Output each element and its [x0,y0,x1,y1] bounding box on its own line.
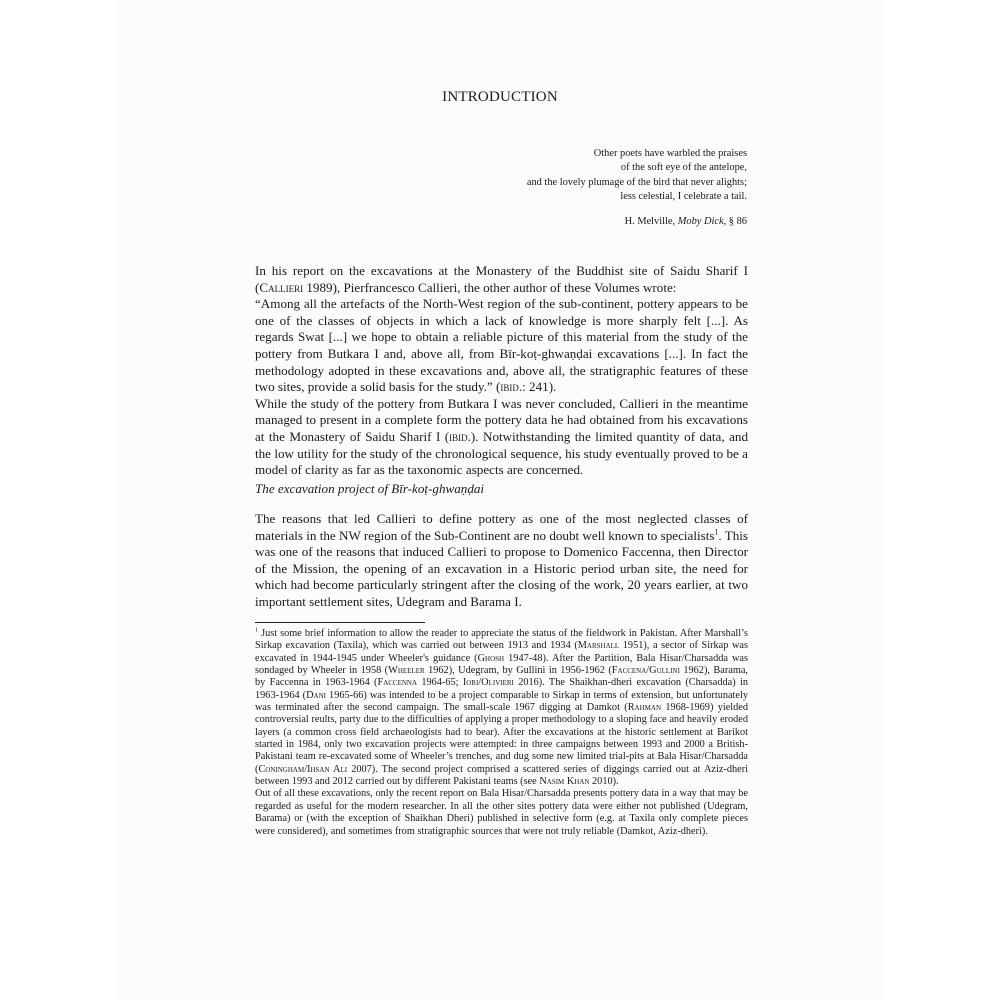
footnote [255,628,748,838]
text-run: 1962), Udegram, by Gullini in 1956-1962 ( [424,665,612,677]
text-run: While the study of the pottery from Butkara I was never concluded, Callieri in the meantime managed to present in a complete form the pottery data he had obtained from his excavations at the Monastery of Saidu Sharif I ( [255,395,748,444]
text-run: : 241). [522,379,557,395]
chapter-title-initial: I [442,89,448,105]
text-run: 1964-65; [417,677,463,689]
epigraph-line: of the soft eye of the antelope, [620,162,747,174]
epigraph-line: less celestial, I celebrate a tail. [620,190,747,202]
intro-paragraph [255,263,748,479]
citation-author: Wheeler [388,665,425,677]
text-run: 2016). The Shaikhan-dheri excavation (Charsadda) in 1963-1964 ( [255,677,748,701]
citation-author: Iori/Olivieri [462,677,514,689]
section-heading: The excavation project of Bīr-koṭ-ghwaṇḍai [255,481,485,496]
quotation [255,296,748,396]
text-run: The reasons that led Callieri to define pottery as one of the most neglected classes of materials in the NW region of the Sub-Continent are no doubt well known to specialists [255,511,748,543]
citation-author: Rahman [627,702,662,714]
epigraph [527,147,747,229]
epigraph-line: Other poets have warbled the praises [593,148,747,159]
footnote-paragraph [255,628,748,788]
footnote-number: 1 [255,626,259,634]
citation-ibid: ibid. [500,379,523,395]
citation-author: Ghosh [477,652,505,664]
text-run: 1947-48). After the Partition, Bala Hisar/Charsadda was sondaged by Wheeler in 1958 ( [255,652,748,677]
citation-author: Faccenna [377,677,418,689]
text-run: 1968-1969) yielded controversial reults, party due to the difficulties of applying a proper methodology to a sloping face and heavily eroded layers (a common cross field archaeologists had to bear). After the excavations at the historic settlement at Barikot started in 1984, only two excavation projects were attempted: in three campaigns between 1993 and 2000 a British-Pakistani team re-excavated some of Wheeler’s trenches, and dug some new limited trial-pits at Bala Hisar/Charsadda ( [255,702,748,775]
chapter-title [0,89,1000,106]
text-run: 1962), Barama, by Faccenna in 1963-1964 ( [255,665,748,689]
text-run: 1951), a sector of Sirkap was excavated in 1944-1945 under Wheeler's guidance ( [255,640,748,664]
footnote-separator [255,622,425,623]
citation-author: Dani [306,689,326,701]
citation-author: Nasim Khan [539,776,590,788]
citation-author: Marshall [577,640,620,652]
section-paragraph [255,511,748,611]
attribution-work: Moby Dick [677,216,724,228]
text-run: In his report on the excavations at the Monastery of the Buddhist site of Saidu Sharif I ( [255,263,748,295]
chapter-title-rest: NTRODUCTION [447,89,558,105]
citation-author: Faccena/Gullini [611,665,680,677]
epigraph-attribution [527,215,747,229]
text-run: 2007). The second project comprised a scattered series of diggings carried out at Aziz-dheri between 1993 and 2012 carried out by different Pakistani teams (see [255,763,748,788]
footnote-reference[interactable]: 1 [714,527,719,537]
text-run: 2010). [589,776,619,788]
attribution-author: H. Melville, [624,216,678,228]
citation-author: Coningham/Ihsan Ali [258,763,348,775]
footnote-paragraph: Out of all these excavations, only the recent report on Bala Hisar/Charsadda presents pottery data in a way that may be regarded as useful for the modern researcher. In all the other sites pottery data were either not published (Udegram, Barama) or (with the exception of Shaikhan Dheri) published in selective form (e.g. at Taxila only complete pieces were considered), and sometimes from stratigraphic sources that were not truly reliable (Damkot, Aziz-dheri). [255,788,748,837]
text-run: 1989), Pierfrancesco Callieri, the other author of these Volumes wrote: [303,279,677,295]
text-run: 1965-66) was intended to be a project comparable to Sirkap in terms of extension, but unfortunately was terminated after the second campaign. The small-scale 1967 digging at Damkot ( [255,689,749,714]
intro-text [255,263,748,296]
citation-ibid: ibid. [449,428,471,444]
text-run: “Among all the artefacts of the North-West region of the sub-continent, pottery appears to be one of the classes of objects in which a lack of knowledge is more sharply felt [...]. As regards Swat [...] we hope to obtain a reliable picture of this material from the study of the pottery from Butkara I and, above all, from Bīr-koṭ-ghwaṇḍai excavations [...]. In fact the methodology adopted in these excavations and, above all, the stratigraphic features of these two sites, provide a solid basis for the study.” ( [255,296,748,395]
text-run: Just some brief information to allow the reader to appreciate the status of the fieldwork in Pakistan. After Marshall’s Sirkap excavation (Taxila), which was carried out between 1913 and 1934 ( [255,628,748,652]
intro-continuation [255,396,748,479]
epigraph-line: and the lovely plumage of the bird that never alights; [526,176,747,188]
citation-author: Callieri [259,279,304,295]
attribution-section: , § 86 [723,216,747,228]
text-run: . This was one of the reasons that induced Callieri to propose to Domenico Faccenna, then Director of the Mission, the opening of an excavation in a Historic period urban site, the need for which had become particularly stringent after the closing of the work, 20 years earlier, at two important settlement sites, Udegram and Barama I. [255,527,748,609]
document-page [116,0,884,1000]
text-run: ). Notwithstanding the limited quantity of data, and the low utility for the study of the chronological sequence, his study eventually proved to be a model of clarity as far as the taxonomic aspects are concerned. [255,428,748,478]
